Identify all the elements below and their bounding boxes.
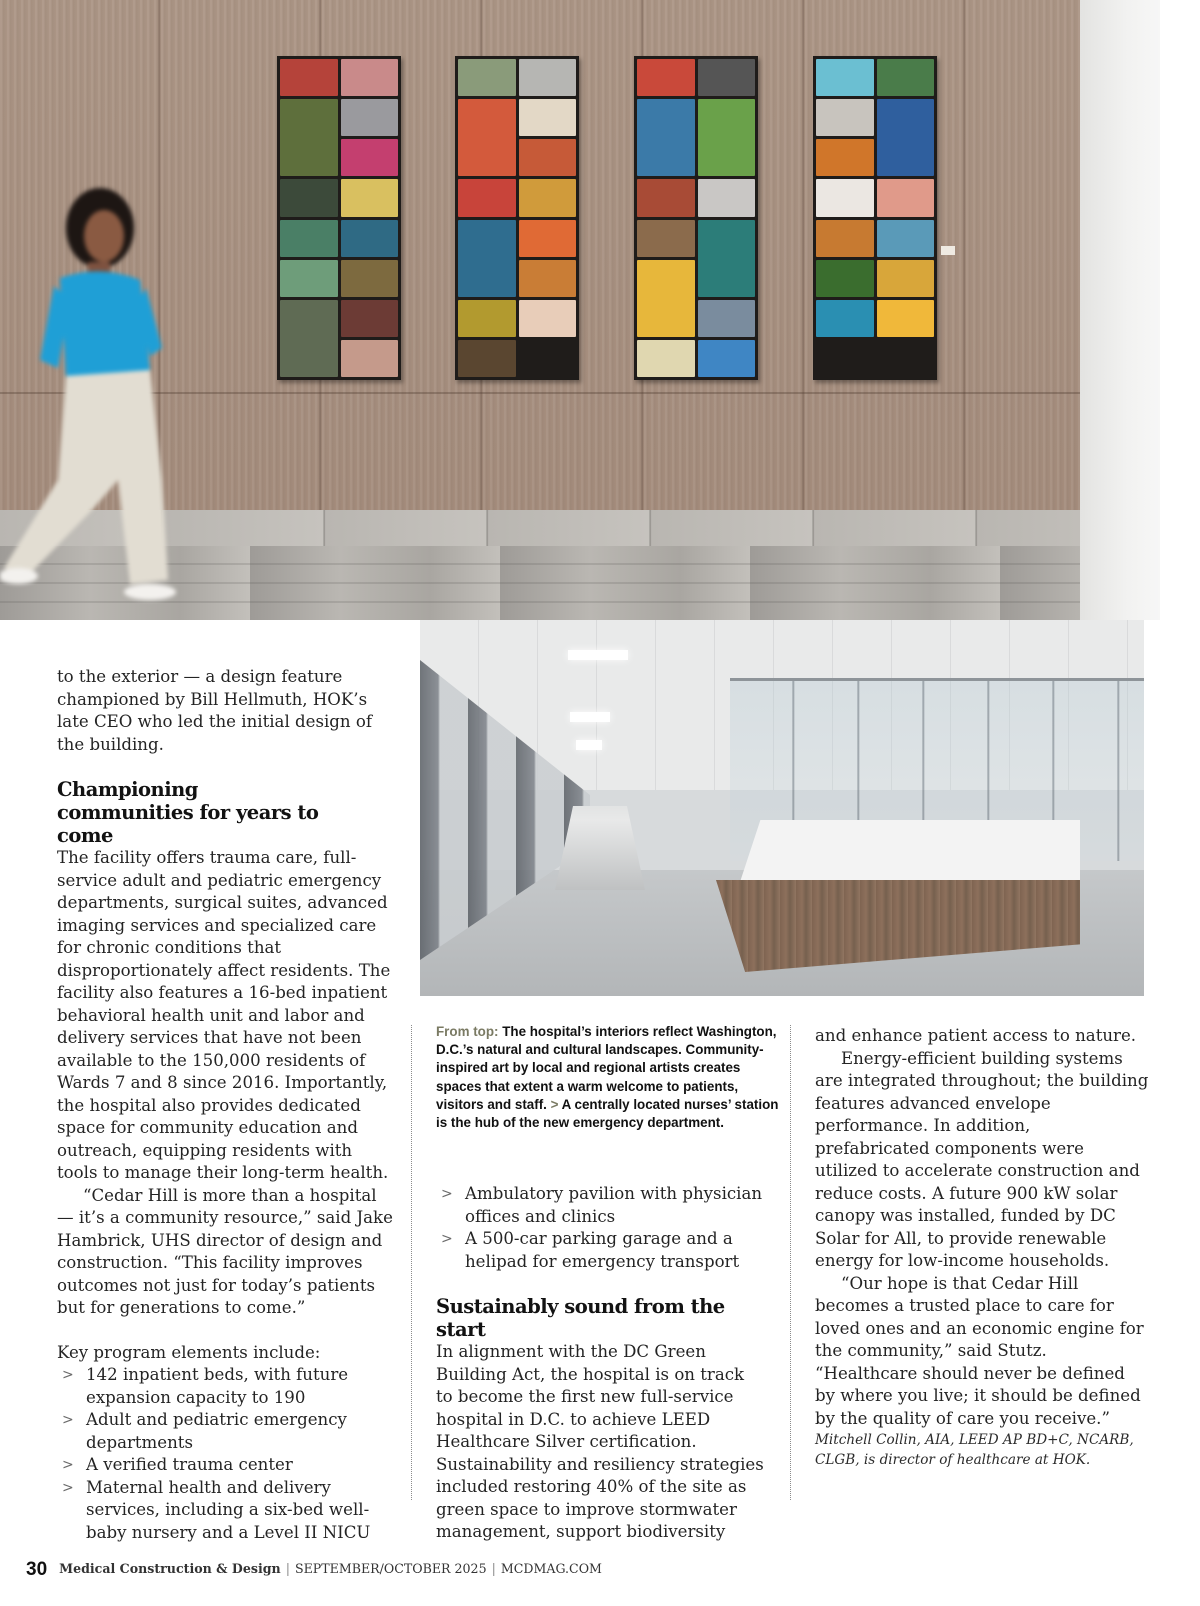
- magazine-name: Medical Construction & Design: [59, 1561, 281, 1576]
- ceiling-light: [576, 740, 602, 750]
- walking-person-figure: [0, 180, 200, 620]
- author-bio: Mitchell Collin, AIA, LEED AP BD+C, NCARB, CLGB, is director of healthcare at HOK.: [815, 1432, 1134, 1468]
- caption-arrow: >: [550, 1096, 559, 1112]
- section-heading-communities: Championing communities for years to come: [57, 778, 319, 847]
- chevron-right-icon: >: [62, 1479, 74, 1496]
- paragraph-key-elements: Key program elements include:: [57, 1342, 321, 1362]
- text-column-1: [57, 666, 397, 1544]
- list-item: > 142 inpatient beds, with future expansion capacity to 190: [62, 1365, 349, 1407]
- chevron-right-icon: >: [441, 1231, 453, 1247]
- paragraph-continued: and enhance patient access to nature.: [815, 1026, 1137, 1045]
- nurses-station-photo: [420, 620, 1144, 996]
- caption-lead: From top:: [436, 1024, 499, 1039]
- ceiling-light: [570, 712, 610, 722]
- list-item: > A 500-car parking garage and a helipad for emergency transport: [441, 1229, 740, 1271]
- website-link[interactable]: MCDMAG.COM: [500, 1561, 602, 1576]
- ceiling-light: [568, 650, 628, 660]
- paragraph-stutz-quote: “Our hope is that Cedar Hill becomes a trusted place to care for loved ones and an economic engine for the community,” said Stutz. “Healthcare should never be defined by where you live; it should be defined by the quality of care you receive.”: [815, 1273, 1144, 1428]
- art-panel-2: [455, 56, 579, 380]
- column-divider: [411, 1025, 412, 1500]
- chevron-right-icon: >: [62, 1412, 74, 1428]
- program-elements-list: [57, 1364, 397, 1544]
- paragraph-intro: to the exterior — a design feature championed by Bill Hellmuth, HOK’s late CEO who led the initial design of the building.: [57, 667, 373, 754]
- paragraph-services: The facility offers trauma care, full-service adult and pediatric emergency departments, surgical suites, advanced imaging services and specialized care for chronic conditions that disproportionately affect residents. The facility also features a 16-bed inpatient behavioral health unit and labor and delivery services that have not been available to the 150,000 residents of Wards 7 and 8 since 2016. Importantly, the hospital also provides dedicated space for community education and outreach, equipping residents with tools to manage their long-term health.: [57, 848, 391, 1182]
- chevron-right-icon: >: [62, 1457, 74, 1473]
- issue-date: SEPTEMBER/OCTOBER 2025: [294, 1561, 487, 1576]
- list-item: > A verified trauma center: [57, 1454, 397, 1477]
- art-panel-1: [277, 56, 401, 380]
- column-divider: [790, 1025, 791, 1500]
- art-panel-3: [634, 56, 758, 380]
- chevron-right-icon: >: [441, 1186, 453, 1202]
- art-wall-photo: [0, 0, 1200, 620]
- caption-text-2: A centrally located nurses’ station is the hub of the new emergency department.: [436, 1096, 779, 1131]
- text-column-2: [436, 1183, 766, 1544]
- paragraph-leed: In alignment with the DC Green Building Act, the hospital is on track to become the first new full-service hospital in D.C. to achieve LEED Healthcare Silver certification. Sustainability and resiliency strategies included restoring 40% of the site as green space to improve stormwater management, support biodiversity: [436, 1342, 764, 1541]
- paragraph-energy: Energy-efficient building systems are integrated throughout; the building features advanced envelope performance. In addition, prefabricated components were utilized to accelerate construction and reduce costs. A future 900 kW solar canopy was installed, funded by DC Solar for All, to provide renewable energy for low-income households.: [815, 1048, 1149, 1270]
- text-column-3: [815, 1025, 1150, 1430]
- section-heading-sustainability: Sustainably sound from the start: [436, 1295, 725, 1341]
- chevron-right-icon: >: [62, 1367, 74, 1383]
- paragraph-hambrick-quote: “Cedar Hill is more than a hospital — it’s a community resource,” said Jake Hambrick, UHS director of design and construction. “This facility improves outcomes not just for today’s patients but for generations to come.”: [57, 1185, 393, 1317]
- page-footer: 30 Medical Construction & Design | SEPTEMBER/OCTOBER 2025 | MCDMAG.COM: [26, 1559, 602, 1580]
- page-number: 30: [26, 1559, 48, 1580]
- photo-caption: [436, 1023, 781, 1132]
- list-item: > Maternal health and delivery services, including a six-bed well-baby nursery and a Level II NICU: [62, 1477, 371, 1542]
- nurses-station-counter: [740, 820, 1080, 882]
- program-elements-list-continued: [436, 1183, 766, 1273]
- caption-text-1: The hospital’s interiors reflect Washington, D.C.’s natural and cultural landscapes. Community-inspired art by local and regional artists creates spaces that extent a warm welcome to patients, visitors and staff.: [436, 1024, 777, 1112]
- art-label-plaque: [941, 246, 955, 255]
- list-item: > Ambulatory pavilion with physician offices and clinics: [441, 1184, 763, 1226]
- list-item: > Adult and pediatric emergency departments: [62, 1410, 347, 1452]
- art-panel-4: [813, 56, 937, 380]
